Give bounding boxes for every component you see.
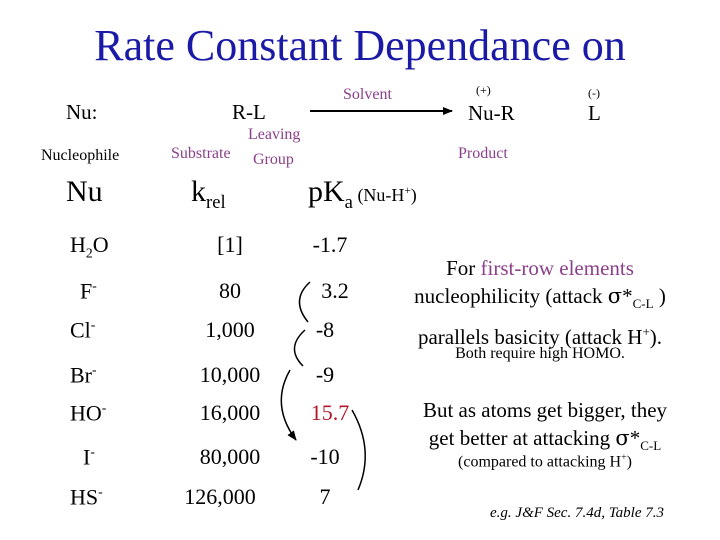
bigger-atoms-note	[395, 396, 695, 460]
bigger-line1: But as atoms get bigger, they	[422, 398, 668, 422]
row-1-nu-main: F	[80, 278, 93, 304]
row-4-nu-sup: -	[101, 400, 107, 415]
homo-note: Both require high HOMO.	[455, 345, 625, 362]
row-4-krel: 16,000	[199, 400, 261, 425]
pka-paren-sup: +	[404, 185, 411, 197]
row-4-nu-main: HO	[70, 400, 102, 426]
row-5-nu-main: I	[83, 444, 91, 470]
page-title: Rate Constant Dependance on	[94, 21, 626, 70]
row-2-nu-main: Cl	[70, 317, 91, 343]
star-symbol-2: *	[629, 426, 641, 450]
bigger-line2-pre: get better at attacking	[428, 426, 616, 450]
cl-sub-2: C-L	[640, 438, 662, 454]
row-0-nu-sub: 2	[85, 245, 93, 261]
krel-header-sub: rel	[206, 192, 226, 213]
product-label: Nu-R	[468, 101, 515, 125]
row-6-pka: 7	[319, 484, 331, 509]
compared-post: )	[626, 453, 632, 471]
nu-header: Nu	[66, 175, 103, 208]
pka-paren-open: (Nu-H	[352, 185, 405, 205]
krel-header-k: k	[191, 175, 206, 208]
row-2-pka: -8	[315, 317, 335, 342]
pka-header-pk: pK	[308, 175, 345, 208]
plus-sup: +	[642, 324, 650, 340]
row-0-krel: [1]	[217, 232, 243, 257]
substrate-caption: Substrate	[171, 145, 231, 162]
solvent-label: Solvent	[343, 86, 392, 103]
row-3-nu-sup: -	[92, 362, 97, 377]
plus-charge: (+)	[476, 83, 491, 97]
row-6-nu-sup: -	[98, 484, 103, 499]
nu-label: Nu:	[66, 100, 98, 124]
row-2-krel: 1,000	[205, 317, 255, 342]
first-row-pre: For	[446, 256, 481, 280]
product-caption: Product	[458, 145, 508, 162]
first-row-line2	[395, 282, 685, 318]
compared-note	[395, 452, 695, 471]
bracket-ho-hs	[352, 410, 365, 490]
sigma-symbol-2: σ	[615, 426, 630, 450]
row-4-pka: 15.7	[310, 400, 350, 425]
sigma-symbol: σ	[607, 284, 623, 308]
row-0-nu-tail: O	[92, 232, 109, 257]
bracket-f-cl	[299, 282, 310, 322]
row-1-krel: 80	[219, 278, 241, 303]
row-5-nu-sup: -	[90, 444, 95, 459]
leaving-product: L	[588, 101, 601, 125]
first-row-note	[395, 254, 685, 351]
minus-charge: (-)	[588, 86, 600, 100]
row-6-krel: 126,000	[184, 484, 256, 509]
row-0-nu-main: H	[70, 232, 86, 257]
group-caption: Group	[253, 151, 294, 168]
nucleophile-caption: Nucleophile	[41, 147, 120, 164]
bracket-cl-br	[294, 330, 305, 366]
first-row-line3-post: ).	[649, 325, 663, 350]
first-row-highlight: first-row elements	[480, 256, 634, 280]
compared-plus: +	[621, 452, 627, 463]
row-3-nu-main: Br	[70, 362, 92, 388]
leaving-caption: Leaving	[248, 126, 301, 143]
star-symbol: *	[622, 284, 633, 308]
rl-label: R-L	[232, 100, 266, 124]
row-3-krel: 10,000	[199, 362, 261, 387]
pka-paren-close: )	[410, 185, 417, 205]
first-row-line1	[395, 254, 685, 282]
row-5-pka: -10	[310, 444, 340, 469]
first-row-line3-pre: parallels basicity (attack H	[417, 325, 643, 350]
arrow-br-i	[281, 370, 296, 440]
row-1-nu-sup: -	[92, 278, 97, 293]
row-3-pka: -9	[315, 362, 335, 387]
row-1-pka: 3.2	[321, 278, 349, 303]
cl-sub: C-L	[632, 296, 654, 312]
pka-header-sub: a	[344, 192, 353, 213]
row-5-krel: 80,000	[199, 444, 261, 469]
row-0-pka: -1.7	[312, 232, 348, 257]
first-row-line2-post: )	[653, 284, 666, 308]
first-row-line2-pre: nucleophilicity (attack	[414, 284, 608, 308]
reference-note: e.g. J&F Sec. 7.4d, Table 7.3	[490, 505, 665, 521]
compared-pre: (compared to attacking H	[458, 453, 622, 471]
row-6-nu-main: HS	[70, 484, 99, 510]
row-2-nu-sup: -	[90, 317, 96, 332]
